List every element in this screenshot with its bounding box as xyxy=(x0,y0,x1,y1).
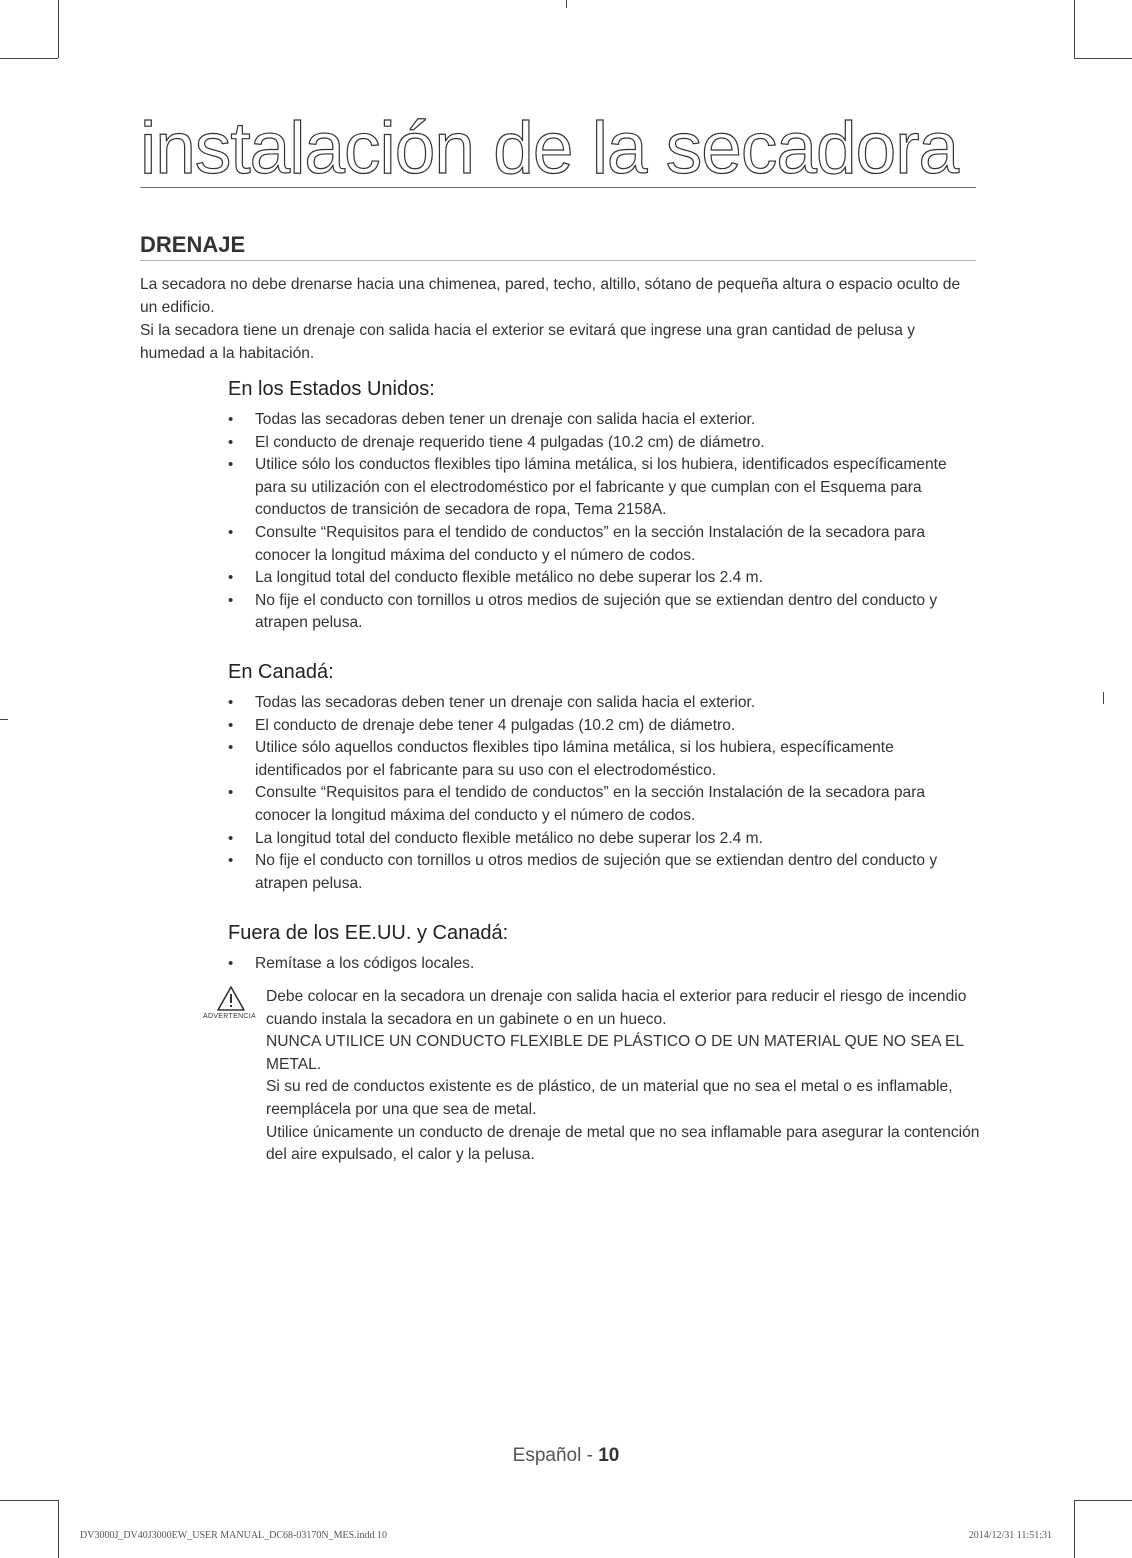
list-item xyxy=(228,454,978,522)
bullet-icon: • xyxy=(228,433,234,451)
crop-mark xyxy=(1074,1500,1132,1501)
list-item xyxy=(228,432,978,455)
bullet-icon: • xyxy=(228,694,234,711)
page-title: instalación de la secadora xyxy=(140,112,976,188)
list-item-text: La longitud total del conducto flexible metálico no debe superar los 2.4 m. xyxy=(255,569,763,587)
crop-mark xyxy=(1074,58,1132,59)
list-item xyxy=(228,715,978,738)
crop-mark xyxy=(58,0,59,58)
list-item-text: Consulte “Requisitos para el tendido de conductos” en la sección Instalación de la secadora para conocer la longitud máxima del conducto y el número de codos. xyxy=(255,523,926,564)
list-item-text: Consulte “Requisitos para el tendido de conductos” en la sección Instalación de la secadora para conocer la longitud máxima del conducto y el número de codos. xyxy=(255,784,926,824)
list-item xyxy=(228,737,978,782)
intro-paragraph: Si la secadora tiene un drenaje con salida hacia el exterior se evitará que ingrese una gran cantidad de pelusa y humedad a la habitación. xyxy=(140,322,915,362)
bullet-icon: • xyxy=(228,591,234,609)
bullet-icon: • xyxy=(228,411,234,428)
list-item-text: La longitud total del conducto flexible metálico no debe superar los 2.4 m. xyxy=(255,829,763,847)
canada-title: En Canadá: xyxy=(228,661,334,683)
warning-label: ADVERTENCIA xyxy=(203,1013,256,1020)
warning-paragraph: Debe colocar en la secadora un drenaje con salida hacia el exterior para reducir el riesgo de incendio cuando instala la secadora en un gabinete o en un hueco. xyxy=(266,988,967,1028)
bullet-icon: • xyxy=(228,456,234,474)
crop-mark xyxy=(0,58,58,59)
list-item xyxy=(228,409,978,432)
list-item-text: El conducto de drenaje requerido tiene 4 pulgadas (10.2 cm) de diámetro. xyxy=(255,433,765,451)
list-item xyxy=(228,850,978,895)
crop-mark xyxy=(0,1500,58,1501)
crop-mark xyxy=(0,719,8,720)
list-item-text: Utilice sólo los conductos flexibles tipo lámina metálica, si los hubiera, identificados específicamente para su utilización con el electrodoméstico por el fabricante y que cumplan con el Esquema para conductos de transición de secadora de ropa, Tema 2158A. xyxy=(255,456,947,519)
warning-text xyxy=(266,986,983,1167)
bullet-icon: • xyxy=(228,739,234,757)
crop-mark xyxy=(1074,0,1075,58)
outside-title: Fuera de los EE.UU. y Canadá: xyxy=(228,922,509,944)
usa-title: En los Estados Unidos: xyxy=(228,378,435,400)
list-item xyxy=(228,692,978,715)
list-item-text: Utilice sólo aquellos conductos flexibles tipo lámina metálica, si los hubiera, específicamente identificados por el fabricante para su uso con el electrodoméstico. xyxy=(255,739,894,779)
bullet-icon: • xyxy=(228,784,234,802)
list-item xyxy=(228,567,978,590)
intro-paragraph: La secadora no debe drenarse hacia una chimenea, pared, techo, altillo, sótano de pequeña altura o espacio oculto de un edificio. xyxy=(140,276,961,316)
crop-mark xyxy=(566,0,567,8)
list-item-text: Remítase a los códigos locales. xyxy=(255,955,475,972)
warning-triangle-icon xyxy=(217,986,245,1012)
warning-paragraph: NUNCA UTILICE UN CONDUCTO FLEXIBLE DE PLÁSTICO O DE UN MATERIAL QUE NO SEA EL METAL. xyxy=(266,1033,964,1073)
list-item-text: No fije el conducto con tornillos u otros medios de sujeción que se extiendan dentro del conducto y atrapen pelusa. xyxy=(255,852,938,892)
list-item-text: No fije el conducto con tornillos u otros medios de sujeción que se extiendan dentro del conducto y atrapen pelusa. xyxy=(255,591,938,632)
page-footer xyxy=(0,1446,1132,1465)
outside-list xyxy=(228,953,978,976)
print-timestamp: 2014/12/31 11:51:31 xyxy=(968,1530,1052,1541)
crop-mark xyxy=(58,1500,59,1558)
warning-box xyxy=(203,986,983,1167)
list-item xyxy=(228,782,978,827)
usa-section xyxy=(228,377,978,635)
list-item-text: Todas las secadoras deben tener un drenaje con salida hacia el exterior. xyxy=(255,694,756,711)
warning-paragraph: Si su red de conductos existente es de plástico, de un material que no sea el metal o es inflamable, reemplácela por una que sea de metal. xyxy=(266,1078,953,1118)
usa-list xyxy=(228,409,978,635)
file-slug: DV3000J_DV40J3000EW_USER MANUAL_DC68-03170N_MES.indd 10 xyxy=(80,1530,387,1541)
crop-mark xyxy=(1103,692,1104,704)
list-item xyxy=(228,953,978,976)
bullet-icon: • xyxy=(228,955,234,972)
canada-list xyxy=(228,692,978,895)
outside-section xyxy=(228,921,978,976)
canada-section xyxy=(228,660,978,895)
crop-mark xyxy=(1074,1500,1075,1558)
list-item xyxy=(228,590,978,635)
footer-language: Español - xyxy=(512,1445,599,1466)
page-number: 10 xyxy=(598,1445,620,1466)
bullet-icon: • xyxy=(228,523,234,541)
warning-paragraph: Utilice únicamente un conducto de drenaje de metal que no sea inflamable para asegurar la contención del aire expulsado, el calor y la pelusa. xyxy=(266,1123,980,1164)
bullet-icon: • xyxy=(228,569,234,587)
bullet-icon: • xyxy=(228,829,234,847)
bullet-icon: • xyxy=(228,716,234,734)
list-item xyxy=(228,828,978,851)
list-item xyxy=(228,522,978,567)
list-item-text: El conducto de drenaje debe tener 4 pulgadas (10.2 cm) de diámetro. xyxy=(255,716,736,734)
bullet-icon: • xyxy=(228,852,234,870)
section-title: DRENAJE xyxy=(140,232,976,261)
list-item-text: Todas las secadoras deben tener un drenaje con salida hacia el exterior. xyxy=(255,411,756,428)
intro-text xyxy=(140,273,976,365)
